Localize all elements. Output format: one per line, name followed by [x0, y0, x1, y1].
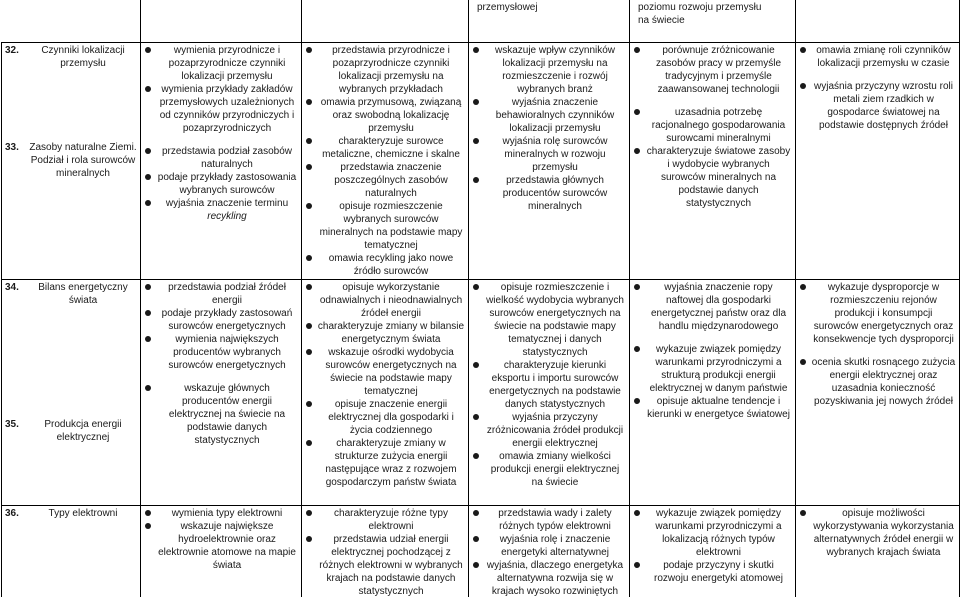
bullet-icon [800, 47, 806, 53]
lesson-title: Typy elektrowni [48, 507, 118, 519]
requirement-text: ocenia skutki rosnącego zużycia energii elektrycznej oraz uzasadnia konieczność pozyskiwania jej nowych źródeł [811, 356, 956, 407]
requirement-item [472, 411, 626, 450]
requirement-text: wyjaśnia znaczenie ropy naftowej dla gospodarki energetycznej państw oraz dla handlu międzynarodowego [650, 281, 787, 332]
bullet-icon [473, 284, 479, 290]
requirement-item [472, 533, 626, 559]
bullet-icon [634, 148, 640, 154]
requirement-item [144, 333, 298, 372]
requirement-text: wymienia przyrodnicze i pozaprzyrodnicze czynniki lokalizacji przemysłu [168, 44, 286, 82]
requirement-item [305, 346, 465, 398]
requirement-item [144, 507, 298, 520]
lesson-cell [2, 279, 141, 505]
requirement-text: podaje przykłady zastosowań surowców energetycznych [161, 307, 293, 332]
lesson-topic [5, 141, 137, 180]
requirement-text: wyjaśnia, dlaczego energetyka alternatywna rozwija się w krajach wysoko rozwiniętych [486, 559, 624, 597]
bullet-icon [306, 536, 312, 542]
requirement-text: podaje przykłady zastosowania wybranych surowców [157, 171, 297, 196]
requirement-item [144, 520, 298, 572]
requirement-text: wyjaśnia rolę surowców mineralnych w rozwoju przemysłu [502, 135, 608, 173]
requirement-text: charakteryzuje kierunki eksportu i importu surowców energetycznych na podstawie danych statystycznych [489, 359, 621, 410]
requirement-item [144, 171, 298, 197]
lesson-number: 36. [5, 507, 19, 519]
requirement-item [799, 507, 956, 559]
requirement-text: przedstawia znaczenie poszczególnych zasobów naturalnych [334, 161, 448, 199]
requirement-item [305, 200, 465, 252]
cell-text: na świecie [638, 15, 685, 26]
lesson-cell [2, 505, 141, 597]
requirement-text: omawia zmianę roli czynników lokalizacji przemysłu w czasie [816, 44, 951, 69]
requirement-cell [141, 42, 302, 279]
curriculum-table [1, 0, 960, 597]
requirement-item [472, 96, 626, 135]
requirement-cell [630, 279, 796, 505]
requirement-text: opisuje możliwości wykorzystywania wykorzystania alternatywnych źródeł energii w wybranych krajach świata [813, 507, 954, 558]
bullet-icon [306, 255, 312, 261]
requirement-text: opisuje rozmieszczenie wybranych surowców mineralnych na podstawie mapy tematycznej [319, 200, 463, 251]
bullet-icon [634, 510, 640, 516]
requirement-text: wskazuje ośrodki wydobycia surowców energetycznych na świecie na podstawie mapy tematycznej [325, 346, 457, 397]
requirement-item [472, 135, 626, 174]
bullet-icon [800, 510, 806, 516]
requirement-item [472, 44, 626, 96]
requirement-item [305, 252, 465, 278]
bullet-icon [306, 440, 312, 446]
requirement-text: wyjaśnia przyczyny zróżnicowania źródeł produkcji energii elektrycznej [486, 411, 624, 449]
bullet-icon [145, 284, 151, 290]
requirement-cell [469, 42, 630, 279]
requirement-text: omawia recykling jako nowe źródło surowców [328, 252, 454, 277]
requirement-text: omawia zmiany wielkości produkcji energii elektrycznej na świecie [490, 450, 620, 488]
requirement-text: wykazuje związek pomiędzy warunkami przyrodniczymi a strukturą produkcji energii elektrycznej w danym państwie [649, 343, 788, 394]
bullet-icon [145, 510, 151, 516]
requirement-text: opisuje aktualne tendencje i kierunki w energetyce światowej [647, 395, 790, 420]
lesson-cell [2, 42, 141, 279]
requirement-cell [630, 42, 796, 279]
requirement-text: charakteryzuje światowe zasoby i wydobycie wybranych surowców mineralnych na podstawie danych statystycznych [646, 145, 791, 209]
bullet-icon [145, 385, 151, 391]
requirement-item [633, 343, 792, 395]
requirement-text: charakteryzuje zmiany w strukturze zużycia energii następujące wraz z rozwojem gospodarczym państw świata [325, 437, 457, 488]
requirement-text: przedstawia podział źródeł energii [168, 281, 286, 306]
requirement-item [472, 174, 626, 213]
bullet-icon [634, 284, 640, 290]
cell-text: poziomu rozwoju przemysłu [638, 2, 762, 13]
requirement-cell [469, 505, 630, 597]
bullet-icon [145, 148, 151, 154]
requirement-cell [141, 505, 302, 597]
lesson-topic [5, 507, 137, 520]
requirement-text: przedstawia podział zasobów naturalnych [161, 145, 293, 170]
requirement-text: wyjaśnia przyczyny wzrostu roli metali ziem rzadkich w gospodarce światowej na podstawie dostępnych źródeł [814, 80, 953, 131]
lesson-number: 33. [5, 141, 19, 153]
lesson-number: 34. [5, 281, 19, 293]
bullet-icon [634, 562, 640, 568]
table-row [2, 279, 960, 505]
requirement-text: wyjaśnia znaczenie terminu [165, 197, 289, 209]
requirement-text: wyjaśnia rolę i znaczenie energetyki alternatywnej [499, 533, 611, 558]
requirement-text: wskazuje głównych producentów energii elektrycznej na świecie na podstawie danych statystycznych [168, 382, 286, 446]
requirement-cell [796, 42, 960, 279]
bullet-icon [306, 349, 312, 355]
requirement-text: porównuje zróżnicowanie zasobów pracy w przemyśle tradycyjnym i przemyśle zaawansowanej technologii [655, 44, 782, 95]
requirement-item [144, 307, 298, 333]
lesson-topic [5, 418, 137, 444]
bullet-icon [306, 401, 312, 407]
bullet-icon [306, 323, 312, 329]
table-row [2, 0, 960, 42]
requirement-item [633, 507, 792, 559]
requirement-text: charakteryzuje różne typy elektrowni [334, 507, 448, 532]
bullet-icon [473, 414, 479, 420]
requirement-text: wskazuje wpływ czynników lokalizacji przemysłu na rozmieszczenie i rozwój wybranych branż [494, 44, 616, 95]
requirement-item [305, 281, 465, 320]
bullet-icon [145, 336, 151, 342]
requirement-item [144, 145, 298, 171]
bullet-icon [306, 510, 312, 516]
requirement-text: wymienia typy elektrowni [171, 507, 283, 519]
bullet-icon [800, 359, 806, 365]
requirement-text: opisuje rozmieszczenie i wielkość wydobycia wybranych surowców energetycznych na świecie na podstawie mapy tematycznej i danych statystycznych [486, 281, 624, 358]
requirement-item [305, 507, 465, 533]
bullet-icon [306, 203, 312, 209]
bullet-icon [145, 174, 151, 180]
lesson-title: Produkcja energii elektrycznej [44, 418, 122, 443]
bullet-icon [145, 47, 151, 53]
term-italic: recykling [207, 210, 247, 222]
bullet-icon [473, 99, 479, 105]
requirement-text: charakteryzuje surowce metaliczne, chemiczne i skalne [322, 135, 460, 160]
requirement-item [472, 559, 626, 597]
requirement-item [633, 559, 792, 585]
requirement-text: wskazuje największe hydroelektrownie oraz elektrownie atomowe na mapie świata [158, 520, 296, 571]
requirement-item [144, 83, 298, 135]
bullet-icon [473, 47, 479, 53]
requirement-item [305, 437, 465, 489]
requirement-item [633, 44, 792, 96]
requirement-cell [302, 505, 469, 597]
requirement-cell [796, 279, 960, 505]
bullet-icon [800, 83, 806, 89]
requirement-item [305, 44, 465, 96]
requirement-text: wymienia największych producentów wybranych surowców energetycznych [168, 333, 286, 371]
requirement-item [305, 161, 465, 200]
requirement-item [144, 197, 298, 223]
requirement-text: przedstawia przyrodnicze i pozaprzyrodnicze czynniki lokalizacji przemysłu na wybranych przykładach [332, 44, 450, 95]
requirement-text: wykazuje dysproporcje w rozmieszczeniu rejonów produkcji i konsumpcji surowców energetycznych oraz konsekwencje tych dysproporcji [813, 281, 954, 345]
lesson-title: Czynniki lokalizacji przemysłu [41, 44, 125, 69]
requirement-item [633, 281, 792, 333]
bullet-icon [306, 138, 312, 144]
requirement-text: opisuje znaczenie energii elektrycznej dla gospodarki i życia codziennego [328, 398, 454, 436]
bullet-icon [634, 109, 640, 115]
bullet-icon [306, 164, 312, 170]
bullet-icon [800, 284, 806, 290]
requirement-item [633, 395, 792, 421]
bullet-icon [473, 177, 479, 183]
requirement-item [472, 359, 626, 411]
lesson-topic [5, 44, 137, 70]
requirement-text: wymienia przykłady zakładów przemysłowych uzależnionych od czynników przyrodniczych i pozaprzyrodniczych [159, 83, 295, 134]
bullet-icon [473, 362, 479, 368]
bullet-icon [145, 310, 151, 316]
table-row [2, 42, 960, 279]
requirement-text: opisuje wykorzystanie odnawialnych i nieodnawialnych źródeł energii [319, 281, 463, 319]
requirement-item [305, 96, 465, 135]
requirement-item [305, 398, 465, 437]
requirement-item [799, 44, 956, 70]
requirement-item [472, 450, 626, 489]
requirement-item [305, 320, 465, 346]
requirement-item [799, 80, 956, 132]
lesson-topic [5, 281, 137, 307]
bullet-icon [473, 562, 479, 568]
requirement-item [305, 533, 465, 597]
requirement-text: omawia przymusową, związaną oraz swobodną lokalizację przemysłu [320, 96, 462, 134]
requirement-item [799, 281, 956, 346]
bullet-icon [473, 536, 479, 542]
requirement-text: uzasadnia potrzebę racjonalnego gospodarowania surowcami mineralnymi [651, 106, 786, 144]
requirement-item [633, 106, 792, 145]
requirement-cell [630, 505, 796, 597]
requirement-item [799, 356, 956, 408]
bullet-icon [145, 200, 151, 206]
bullet-icon [306, 284, 312, 290]
requirement-text: podaje przyczyny i skutki rozwoju energetyki atomowej [654, 559, 783, 584]
bullet-icon [473, 510, 479, 516]
table-row [2, 505, 960, 597]
requirement-item [472, 507, 626, 533]
requirement-item [305, 135, 465, 161]
requirement-text: wykazuje związek pomiędzy warunkami przyrodniczymi a lokalizacją różnych typów elektrowni [655, 507, 782, 558]
requirement-text: przedstawia głównych producentów surowców mineralnych [502, 174, 608, 212]
requirement-text: przedstawia wady i zalety różnych typów elektrowni [498, 507, 612, 532]
cell-text: przemysłowej [477, 2, 538, 13]
requirement-cell [796, 505, 960, 597]
bullet-icon [634, 398, 640, 404]
bullet-icon [634, 346, 640, 352]
bullet-icon [306, 47, 312, 53]
lesson-title: Bilans energetyczny świata [38, 281, 128, 306]
bullet-icon [634, 47, 640, 53]
lesson-number: 35. [5, 418, 19, 430]
requirement-cell [469, 279, 630, 505]
requirement-item [144, 382, 298, 447]
requirement-item [472, 281, 626, 359]
requirement-text: charakteryzuje zmiany w bilansie energetycznym świata [317, 320, 465, 345]
requirement-text: przedstawia udział energii elektrycznej pochodzącej z różnych elektrowni w wybranych krajach na podstawie danych statystycznych [319, 533, 463, 597]
requirement-item [633, 145, 792, 210]
bullet-icon [145, 86, 151, 92]
lesson-title: Zasoby naturalne Ziemi. Podział i rola surowców mineralnych [29, 141, 137, 179]
requirement-cell [141, 279, 302, 505]
requirement-item [144, 281, 298, 307]
requirement-cell [302, 279, 469, 505]
bullet-icon [473, 138, 479, 144]
requirement-text: wyjaśnia znaczenie behawioralnych czynników lokalizacji przemysłu [495, 96, 615, 134]
requirement-cell [302, 42, 469, 279]
bullet-icon [473, 453, 479, 459]
bullet-icon [145, 523, 151, 529]
lesson-number: 32. [5, 44, 19, 56]
requirement-item [144, 44, 298, 83]
bullet-icon [306, 99, 312, 105]
